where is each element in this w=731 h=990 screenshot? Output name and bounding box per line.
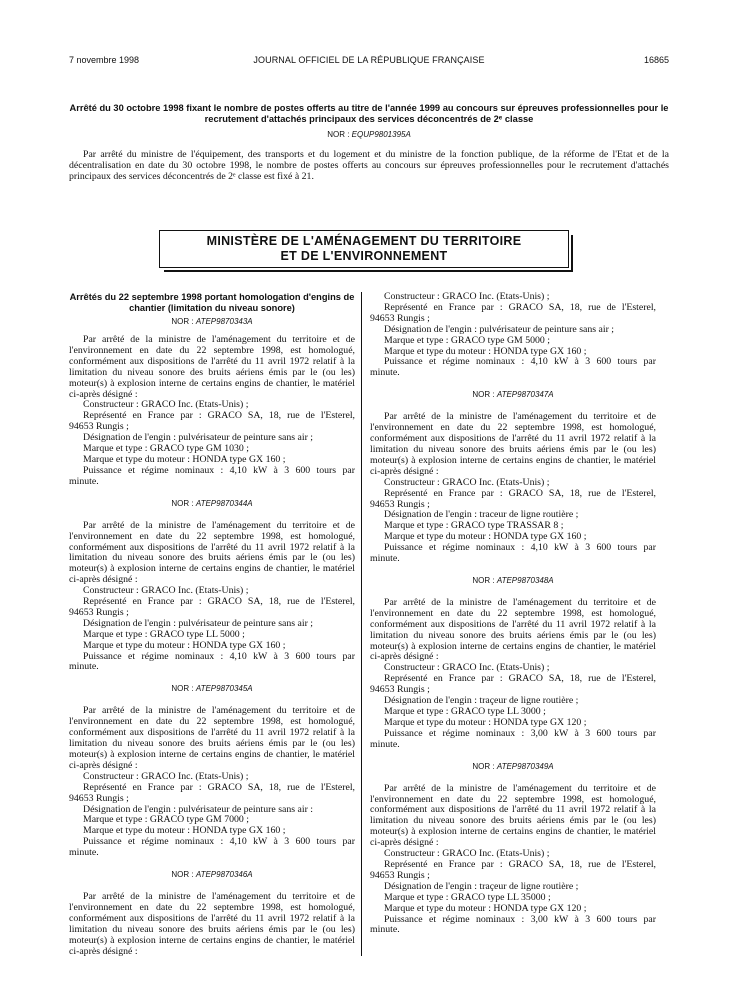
entry-body-continued — [370, 292, 656, 379]
right-column — [370, 292, 656, 936]
entry-represente: Représenté en France par : GRACO SA, 18, rue de l'Esterel, — [384, 673, 656, 685]
entry-designation: Désignation de l'engin : pulvérisateur de peinture sans air : — [83, 803, 314, 815]
entry-body — [69, 521, 355, 674]
arrete-title: Arrêté du 30 octobre 1998 fixant le nombre de postes offerts au titre de l'année 1999 au concours sur épreuves professionnelles pour le recrutement d'attachés principaux des services déconcentrés de 2ᵉ classe — [69, 103, 669, 124]
entry-designation: Désignation de l'engin : pulvérisateur de peinture sans air ; — [83, 617, 314, 629]
entry-constructeur: Constructeur : GRACO Inc. (Etats-Unis) ; — [384, 662, 550, 674]
entry-constructeur: Constructeur : GRACO Inc. (Etats-Unis) ; — [384, 291, 550, 302]
nor-reference: ATEP9870344A — [195, 498, 253, 508]
entry-designation: Désignation de l'engin : traçeur de ligne routière ; — [384, 695, 579, 707]
entry-moteur: Marque et type du moteur : HONDA type GX 160 ; — [83, 825, 286, 837]
nor-reference: ATEP9870348A — [496, 575, 554, 585]
entry-marque: Marque et type : GRACO type LL 3000 ; — [384, 706, 546, 717]
nor-prefix: NOR : — [171, 684, 194, 694]
entry-constructeur: Constructeur : GRACO Inc. (Etats-Unis) ; — [83, 399, 249, 411]
nor-prefix: NOR : — [472, 575, 495, 585]
entry-designation: Désignation de l'engin : pulvérisateur de peinture sans air ; — [384, 323, 615, 335]
nor-prefix: NOR : — [171, 498, 194, 508]
nor-line — [370, 389, 656, 400]
entry-moteur: Marque et type du moteur : HONDA type GX 160 ; — [384, 345, 587, 357]
entry-body — [69, 335, 355, 488]
entry-represente: Représenté en France par : GRACO SA, 18, rue de l'Esterel, — [83, 410, 355, 422]
entry-body — [370, 784, 656, 937]
entry-puissance-cont: minute. — [370, 553, 400, 565]
ministry-heading-box — [159, 230, 569, 268]
nor-reference: ATEP9870349A — [496, 761, 554, 771]
entry-represente-cont: 94653 Rungis ; — [69, 606, 129, 618]
entry-marque: Marque et type : GRACO type GM 1030 ; — [83, 443, 249, 455]
entry-represente-cont: 94653 Rungis ; — [370, 684, 430, 696]
nor-prefix: NOR : — [472, 761, 495, 771]
entry-puissance-cont: minute. — [370, 738, 400, 750]
entry-body — [370, 412, 656, 565]
nor-reference: ATEP9870346A — [195, 870, 253, 880]
ministry-title-line-1: MINISTÈRE DE L'AMÉNAGEMENT DU TERRITOIRE — [206, 234, 522, 248]
entry-represente-cont: 94653 Rungis ; — [69, 792, 129, 804]
entry-marque: Marque et type : GRACO type LL 5000 ; — [83, 628, 245, 640]
entry-designation: Désignation de l'engin : pulvérisateur de peinture sans air ; — [83, 432, 314, 444]
section-title: Arrêtés du 22 septembre 1998 portant homologation d'engins de chantier (limitation du niveau sonore) — [69, 292, 355, 313]
entry-intro: Par arrêté de la ministre de l'aménagement du territoire et de l'environnement en date du 22 septembre 1998, est homologué, conformément aux dispositions de l'arrêté du 11 avril 1972 relatif à la limitation du niveau sonore des bruits aériens émis par le (ou les) moteur(s) à explosion interne de certains engins de chantier, le matériel ci-après désigné : — [69, 334, 355, 400]
entry-constructeur: Constructeur : GRACO Inc. (Etats-Unis) ; — [384, 848, 550, 860]
ministry-title — [160, 234, 568, 264]
nor-line — [69, 869, 355, 880]
entry-represente-cont: 94653 Rungis ; — [69, 421, 129, 433]
entry-designation: Désignation de l'engin : traceur de ligne routière ; — [384, 509, 579, 521]
nor-reference: ATEP9870347A — [496, 390, 554, 400]
nor-prefix: NOR : — [472, 390, 495, 400]
entry-intro: Par arrêté de la ministre de l'aménagement du territoire et de l'environnement en date du 22 septembre 1998, est homologué, conformément aux dispositions de l'arrêté du 11 avril 1972 relatif à la limitation du niveau sonore des bruits aériens émis par le (ou les) moteur(s) à explosion interne de certains engins de chantier, le matériel ci-après désigné : — [69, 519, 355, 586]
entry-marque: Marque et type : GRACO type GM 5000 ; — [384, 334, 550, 346]
nor-line — [370, 761, 656, 772]
entry-puissance: Puissance et régime nominaux : 3,00 kW à 3 600 tours par — [384, 913, 656, 925]
entry-puissance-cont: minute. — [370, 367, 400, 379]
entry-constructeur: Constructeur : GRACO Inc. (Etats-Unis) ; — [83, 770, 249, 782]
entry-represente: Représenté en France par : GRACO SA, 18, rue de l'Esterel, — [83, 596, 355, 608]
entry-marque: Marque et type : GRACO type TRASSAR 8 ; — [384, 520, 564, 532]
entry-represente-cont: 94653 Rungis ; — [370, 312, 430, 324]
entry-represente-cont: 94653 Rungis ; — [370, 869, 430, 881]
entry-intro: Par arrêté de la ministre de l'aménagement du territoire et de l'environnement en date du 22 septembre 1998, est homologué, conformément aux dispositions de l'arrêté du 11 avril 1972 relatif à la limitation du niveau sonore des bruits aériens émis par le (ou les) moteur(s) à explosion interne de certains engins de chantier, le matériel ci-après désigné : — [370, 596, 656, 663]
entry-puissance: Puissance et régime nominaux : 4,10 kW à 3 600 tours par — [83, 836, 355, 848]
entry-puissance: Puissance et régime nominaux : 4,10 kW à 3 600 tours par — [83, 650, 355, 662]
nor-line — [370, 575, 656, 586]
entry-moteur: Marque et type du moteur : HONDA type GX 120 ; — [384, 716, 587, 728]
nor-prefix: NOR : — [171, 870, 194, 880]
arrete-30-octobre — [69, 103, 669, 183]
arrete-body: Par arrêté du ministre de l'équipement, des transports et du logement et du ministre de la fonction publique, de la réforme de l'Etat et de la décentralisation en date du 30 octobre 1998, le nombre de postes offerts au concours sur épreuves professionnelles pour le recrutement d'attachés principaux des services déconcentrés de 2ᵉ classe est fixé à 21. — [69, 149, 669, 182]
entry-body — [69, 892, 355, 957]
entry-body — [69, 706, 355, 859]
entry-puissance: Puissance et régime nominaux : 4,10 kW à 3 600 tours par — [384, 356, 656, 368]
entry-puissance: Puissance et régime nominaux : 4,10 kW à 3 600 tours par — [83, 464, 355, 476]
entry-puissance-cont: minute. — [69, 661, 99, 673]
column-divider — [361, 292, 362, 956]
entry-marque: Marque et type : GRACO type LL 35000 ; — [384, 891, 551, 903]
header-journal-title: JOURNAL OFFICIEL DE LA RÉPUBLIQUE FRANÇAISE — [253, 55, 485, 65]
nor-prefix: NOR : — [327, 130, 350, 139]
entry-designation: Désignation de l'engin : traçeur de ligne routière ; — [384, 880, 579, 892]
nor-prefix: NOR : — [171, 317, 194, 326]
entry-represente: Représenté en France par : GRACO SA, 18, rue de l'Esterel, — [384, 487, 656, 499]
entry-intro: Par arrêté de la ministre de l'aménagement du territoire et de l'environnement en date du 22 septembre 1998, est homologué, conformément aux dispositions de l'arrêté du 11 avril 1972 relatif à la limitation du niveau sonore des bruits aériens émis par le (ou les) moteur(s) à explosion interne de certains engins de chantier, le matériel ci-après désigné : — [69, 705, 355, 771]
nor-line — [69, 316, 355, 327]
entry-constructeur: Constructeur : GRACO Inc. (Etats-Unis) ; — [83, 585, 249, 597]
left-column — [69, 292, 355, 958]
nor-line — [69, 129, 669, 140]
entry-moteur: Marque et type du moteur : HONDA type GX 160 ; — [83, 453, 286, 465]
entry-marque: Marque et type : GRACO type GM 7000 ; — [83, 814, 249, 826]
entry-constructeur: Constructeur : GRACO Inc. (Etats-Unis) ; — [384, 476, 550, 488]
entry-represente: Représenté en France par : GRACO SA, 18, rue de l'Esterel, — [384, 301, 656, 313]
ministry-title-line-2: ET DE L'ENVIRONNEMENT — [280, 249, 448, 263]
nor-reference: ATEP9870343A — [195, 317, 253, 326]
nor-reference: EQUP9801395A — [351, 130, 411, 139]
entry-moteur: Marque et type du moteur : HONDA type GX 160 ; — [83, 639, 286, 651]
entry-puissance: Puissance et régime nominaux : 4,10 kW à 3 600 tours par — [384, 542, 656, 554]
nor-line — [69, 683, 355, 694]
entry-puissance-cont: minute. — [69, 847, 99, 859]
entry-moteur: Marque et type du moteur : HONDA type GX 160 ; — [384, 531, 587, 543]
header-page-number: 16865 — [643, 55, 669, 65]
entry-represente-cont: 94653 Rungis ; — [370, 498, 430, 510]
entry-represente: Représenté en France par : GRACO SA, 18, rue de l'Esterel, — [384, 858, 656, 870]
page-header — [69, 55, 669, 67]
entry-puissance-cont: minute. — [370, 924, 400, 936]
header-date: 7 novembre 1998 — [69, 55, 140, 65]
entry-moteur: Marque et type du moteur : HONDA type GX 120 ; — [384, 902, 587, 914]
entry-intro: Par arrêté de la ministre de l'aménagement du territoire et de l'environnement en date du 22 septembre 1998, est homologué, conformément aux dispositions de l'arrêté du 11 avril 1972 relatif à la limitation du niveau sonore des bruits aériens émis par le (ou les) moteur(s) à explosion interne de certains engins de chantier, le matériel ci-après désigné : — [370, 782, 656, 849]
entry-intro: Par arrêté de la ministre de l'aménagement du territoire et de l'environnement en date du 22 septembre 1998, est homologué, conformément aux dispositions de l'arrêté du 11 avril 1972 relatif à la limitation du niveau sonore des bruits aériens émis par le (ou les) moteur(s) à explosion interne de certains engins de chantier, le matériel ci-après désigné : — [69, 891, 355, 957]
entry-represente: Représenté en France par : GRACO SA, 18, rue de l'Esterel, — [83, 781, 355, 793]
entry-puissance: Puissance et régime nominaux : 3,00 kW à 3 600 tours par — [384, 727, 656, 739]
entry-puissance-cont: minute. — [69, 475, 99, 487]
entry-body — [370, 598, 656, 751]
nor-reference: ATEP9870345A — [195, 684, 253, 694]
nor-line — [69, 498, 355, 509]
entry-intro: Par arrêté de la ministre de l'aménagement du territoire et de l'environnement en date du 22 septembre 1998, est homologué, conformément aux dispositions de l'arrêté du 11 avril 1972 relatif à la limitation du niveau sonore des bruits aériens émis par le (ou les) moteur(s) à explosion interne de certains engins de chantier, le matériel ci-après désigné : — [370, 411, 656, 477]
